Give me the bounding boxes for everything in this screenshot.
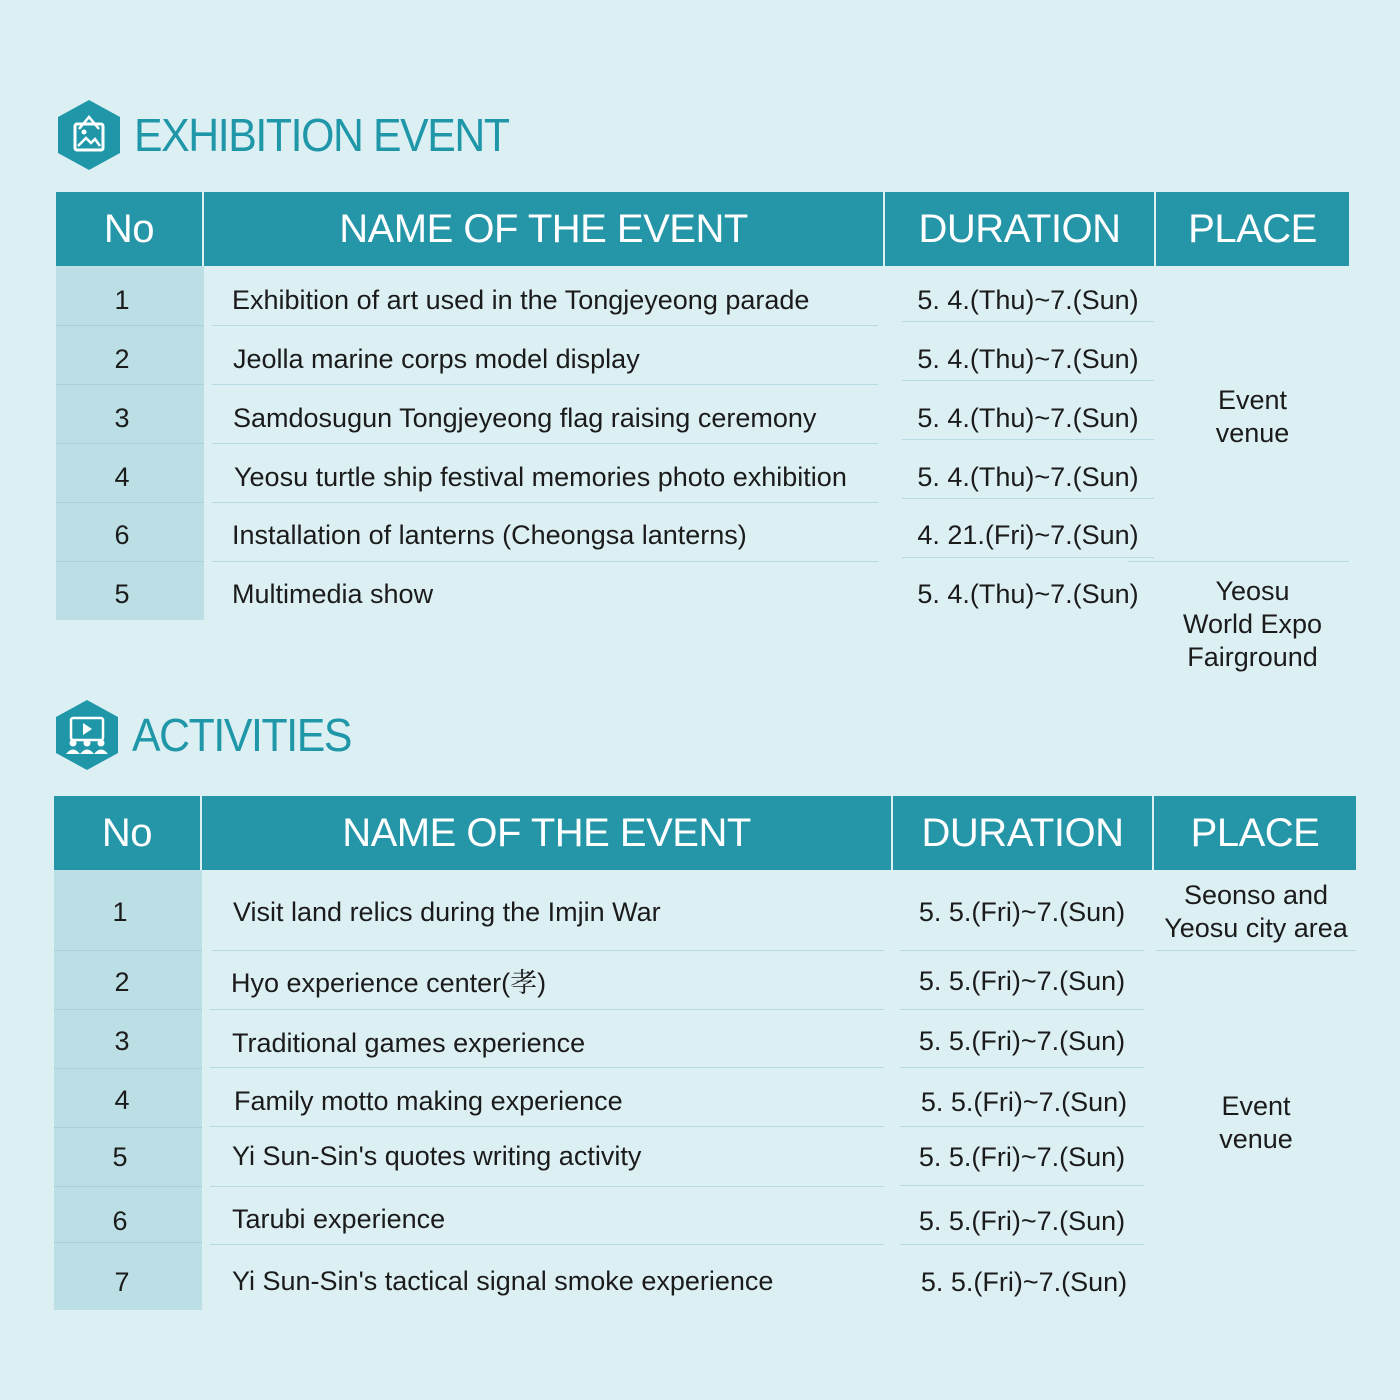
event-duration: 5. 5.(Fri)~7.(Sun)	[918, 1025, 1126, 1056]
row-number: 6	[112, 1205, 128, 1236]
event-duration: 5. 4.(Thu)~7.(Sun)	[917, 578, 1139, 609]
event-duration: 5. 4.(Thu)~7.(Sun)	[917, 402, 1139, 433]
place-line: Yeosu city area	[1164, 913, 1348, 943]
exhibition-section-title	[56, 98, 537, 172]
event-name: Traditional games experience	[232, 1027, 586, 1058]
event-name: Family motto making experience	[234, 1085, 623, 1116]
row-number: 2	[114, 343, 130, 374]
event-place	[1156, 380, 1349, 454]
place-line: Event	[1217, 385, 1288, 415]
activities-section-title	[54, 698, 367, 772]
event-name: Yeosu turtle ship festival memories photo exhibition	[234, 461, 847, 492]
event-name: Multimedia show	[232, 578, 434, 609]
event-duration: 5. 5.(Fri)~7.(Sun)	[920, 1266, 1128, 1297]
event-duration: 5. 5.(Fri)~7.(Sun)	[920, 1086, 1128, 1117]
place-divider	[1156, 950, 1356, 951]
row-divider	[54, 1186, 202, 1187]
row-number: 1	[112, 896, 128, 927]
place-line: Fairground	[1187, 641, 1318, 672]
event-duration: 5. 4.(Thu)~7.(Sun)	[917, 284, 1139, 315]
row-divider	[212, 950, 884, 951]
event-name: Visit land relics during the Imjin War	[233, 896, 661, 927]
row-divider	[900, 1185, 1144, 1186]
event-name: Exhibition of art used in the Tongjeyeong parade	[232, 284, 810, 315]
activities-table	[54, 796, 1356, 1312]
row-number: 2	[114, 966, 130, 997]
event-name: Jeolla marine corps model display	[233, 343, 640, 374]
place-line: venue	[1219, 1124, 1293, 1154]
row-divider	[210, 1186, 884, 1187]
row-number: 4	[114, 461, 130, 492]
event-name: Samdosugun Tongjeyeong flag raising ceremony	[233, 402, 817, 433]
row-number: 7	[114, 1266, 130, 1297]
row-number: 6	[114, 519, 130, 550]
event-name: Installation of lanterns (Cheongsa lanterns)	[232, 519, 747, 550]
row-divider	[900, 950, 1144, 951]
event-duration: 5. 5.(Fri)~7.(Sun)	[918, 1205, 1126, 1236]
place-line: Seonso and	[1183, 880, 1329, 910]
header-no: No	[56, 192, 202, 266]
row-divider	[900, 1009, 1144, 1010]
row-number: 1	[114, 284, 130, 315]
event-duration: 5. 5.(Fri)~7.(Sun)	[918, 896, 1126, 927]
place-divider	[1128, 561, 1349, 562]
header-name: NAME OF THE EVENT	[204, 192, 883, 266]
place-line: World Expo	[1182, 608, 1323, 639]
place-line: venue	[1215, 418, 1290, 448]
event-name: Hyo experience center(孝)	[231, 967, 547, 998]
header-place: PLACE	[1154, 796, 1356, 870]
header-no: No	[54, 796, 200, 870]
people-video-icon	[54, 698, 120, 772]
event-place	[1156, 572, 1349, 676]
row-number: 5	[114, 578, 130, 609]
exhibition-table	[56, 192, 1349, 672]
event-name: Yi Sun-Sin's tactical signal smoke experience	[232, 1265, 774, 1296]
row-divider	[54, 950, 202, 951]
row-divider	[210, 1009, 884, 1010]
event-place	[1156, 878, 1356, 946]
header-name: NAME OF THE EVENT	[202, 796, 891, 870]
framed-picture-icon	[56, 98, 122, 172]
event-name: Yi Sun-Sin's quotes writing activity	[232, 1140, 642, 1171]
event-duration: 5. 4.(Thu)~7.(Sun)	[917, 461, 1139, 492]
row-number: 4	[114, 1084, 130, 1115]
place-line: Event	[1221, 1091, 1291, 1121]
header-place: PLACE	[1156, 192, 1349, 266]
header-duration: DURATION	[885, 192, 1154, 266]
event-place	[1156, 1086, 1356, 1160]
row-number: 3	[114, 402, 130, 433]
event-duration: 4. 21.(Fri)~7.(Sun)	[917, 519, 1139, 550]
event-duration: 5. 5.(Fri)~7.(Sun)	[918, 965, 1126, 996]
place-line: Yeosu	[1215, 575, 1290, 606]
row-number: 3	[114, 1025, 130, 1056]
row-number: 5	[112, 1141, 128, 1172]
exhibition-title: EXHIBITION EVENT	[134, 109, 509, 161]
event-duration: 5. 4.(Thu)~7.(Sun)	[917, 343, 1139, 374]
event-name: Tarubi experience	[232, 1203, 446, 1234]
event-duration: 5. 5.(Fri)~7.(Sun)	[918, 1141, 1126, 1172]
activities-title: ACTIVITIES	[132, 709, 352, 761]
header-duration: DURATION	[893, 796, 1152, 870]
